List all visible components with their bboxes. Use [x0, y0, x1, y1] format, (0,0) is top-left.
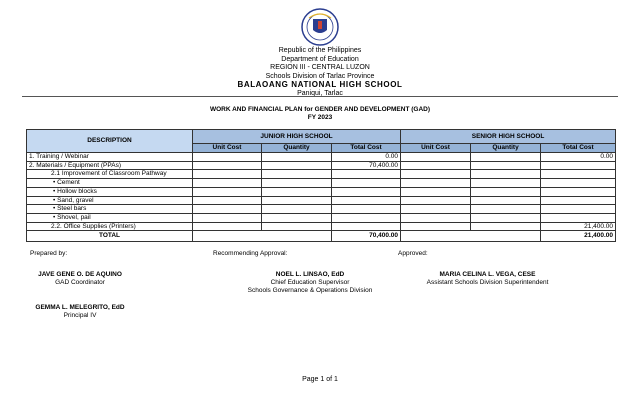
description-cell: 2.1 Improvement of Classroom Pathway — [27, 170, 193, 179]
table-row — [27, 161, 616, 170]
jhs-total-cost-cell — [332, 170, 401, 179]
shs-unit-cost-cell — [401, 222, 471, 231]
shs-quantity-cell — [471, 170, 541, 179]
table-row — [27, 153, 616, 162]
jhs-unit-cost-cell — [193, 170, 262, 179]
description-cell: • Sand, gravel — [27, 196, 193, 205]
recommending-approval-label: Recommending Approval: — [213, 250, 288, 257]
shs-total-cost-cell: 21,400.00 — [541, 222, 616, 231]
shs-total-cost-cell: 0.00 — [541, 153, 616, 162]
table-row — [27, 187, 616, 196]
jhs-grand-total: 70,400.00 — [332, 231, 401, 242]
header-divider — [22, 96, 618, 97]
shs-unit-cost-header: Unit Cost — [401, 144, 471, 153]
description-cell: • Hollow blocks — [27, 187, 193, 196]
jhs-total-cost-cell: 0.00 — [332, 153, 401, 162]
jhs-quantity-cell — [262, 205, 332, 214]
shs-quantity-header: Quantity — [471, 144, 541, 153]
signatory-name: GEMMA L. MELEGRITO, EdD — [35, 304, 125, 311]
letterhead-line: Schools Division of Tarlac Province — [265, 72, 375, 80]
shs-total-cost-header: Total Cost — [541, 144, 616, 153]
shs-total-cost-cell — [541, 187, 616, 196]
signatory-approved — [400, 271, 575, 287]
jhs-total-cost-cell — [332, 213, 401, 222]
jhs-quantity-cell — [262, 161, 332, 170]
school-name: BALAOANG NATIONAL HIGH SCHOOL — [237, 80, 403, 89]
signatory-recommending — [220, 271, 400, 295]
table-row — [27, 170, 616, 179]
description-cell: • Steel bars — [27, 205, 193, 214]
shs-unit-cost-cell — [401, 161, 471, 170]
financial-plan-table — [26, 129, 616, 242]
description-cell: 1. Training / Webinar — [27, 153, 193, 162]
jhs-unit-cost-cell — [193, 196, 262, 205]
jhs-quantity-cell — [262, 170, 332, 179]
table-row — [27, 213, 616, 222]
jhs-quantity-cell — [262, 222, 332, 231]
total-row — [27, 231, 616, 242]
jhs-total-cost-header: Total Cost — [332, 144, 401, 153]
jhs-header: JUNIOR HIGH SCHOOL — [193, 130, 401, 144]
signatory-name: MARIA CELINA L. VEGA, CESE — [439, 271, 536, 278]
signatory-position: Chief Education Supervisor — [270, 279, 350, 286]
table-row — [27, 179, 616, 188]
jhs-unit-cost-cell — [193, 179, 262, 188]
letterhead-line: REGION III - CENTRAL LUZON — [270, 64, 370, 71]
jhs-total-cost-cell: 70,400.00 — [332, 161, 401, 170]
jhs-quantity-cell — [262, 179, 332, 188]
jhs-quantity-header: Quantity — [262, 144, 332, 153]
jhs-total-cost-cell — [332, 187, 401, 196]
jhs-quantity-cell — [262, 187, 332, 196]
document-title: WORK AND FINANCIAL PLAN for GENDER AND DEVELOPMENT (GAD) — [209, 106, 431, 113]
shs-quantity-cell — [471, 205, 541, 214]
shs-unit-cost-cell — [401, 196, 471, 205]
jhs-total-cost-cell — [332, 196, 401, 205]
signatory-position: Principal IV — [63, 312, 97, 319]
total-label: TOTAL — [27, 231, 193, 242]
shs-total-blank — [401, 231, 541, 242]
shs-total-cost-cell — [541, 179, 616, 188]
description-cell: 2.2. Office Supplies (Printers) — [27, 222, 193, 231]
shs-quantity-cell — [471, 161, 541, 170]
page-number: Page 1 of 1 — [302, 376, 338, 383]
shs-quantity-cell — [471, 187, 541, 196]
shs-unit-cost-cell — [401, 205, 471, 214]
description-header: DESCRIPTION — [27, 130, 193, 153]
signatory-name: NOEL L. LINSAO, EdD — [275, 271, 345, 278]
jhs-unit-cost-header: Unit Cost — [193, 144, 262, 153]
shs-quantity-cell — [471, 213, 541, 222]
shs-unit-cost-cell — [401, 187, 471, 196]
jhs-unit-cost-cell — [193, 222, 262, 231]
jhs-unit-cost-cell — [193, 213, 262, 222]
shs-unit-cost-cell — [401, 170, 471, 179]
signatory-prepared — [20, 271, 140, 287]
deped-seal-icon — [301, 8, 339, 46]
shs-unit-cost-cell — [401, 213, 471, 222]
jhs-total-blank — [193, 231, 332, 242]
description-cell: • Shovel, pail — [27, 213, 193, 222]
signatory-position-2: Schools Governance & Operations Division — [247, 287, 373, 294]
approved-label: Approved: — [398, 250, 428, 257]
jhs-total-cost-cell — [332, 222, 401, 231]
signatory-name: JAVE GENE O. DE AQUINO — [38, 271, 122, 278]
letterhead-line: Republic of the Philippines — [278, 47, 362, 54]
shs-unit-cost-cell — [401, 179, 471, 188]
shs-quantity-cell — [471, 222, 541, 231]
description-cell: • Cement — [27, 179, 193, 188]
shs-quantity-cell — [471, 179, 541, 188]
table-row — [27, 196, 616, 205]
shs-total-cost-cell — [541, 161, 616, 170]
table-row — [27, 222, 616, 231]
shs-total-cost-cell — [541, 170, 616, 179]
shs-unit-cost-cell — [401, 153, 471, 162]
jhs-unit-cost-cell — [193, 205, 262, 214]
school-location: Paniqui, Tarlac — [297, 89, 343, 97]
jhs-unit-cost-cell — [193, 161, 262, 170]
jhs-quantity-cell — [262, 213, 332, 222]
shs-quantity-cell — [471, 196, 541, 205]
letterhead-line: Department of Education — [281, 55, 359, 63]
description-cell: 2. Materials / Equipment (PPAs) — [27, 161, 193, 170]
signatory-position: GAD Coordinator — [55, 279, 105, 286]
jhs-unit-cost-cell — [193, 153, 262, 162]
jhs-unit-cost-cell — [193, 187, 262, 196]
shs-total-cost-cell — [541, 196, 616, 205]
jhs-total-cost-cell — [332, 179, 401, 188]
shs-quantity-cell — [471, 153, 541, 162]
jhs-quantity-cell — [262, 153, 332, 162]
shs-total-cost-cell — [541, 213, 616, 222]
jhs-total-cost-cell — [332, 205, 401, 214]
prepared-by-label: Prepared by: — [30, 250, 68, 257]
signatory-prepared-2 — [20, 304, 140, 320]
table-row — [27, 205, 616, 214]
signatory-position: Assistant Schools Division Superintendent — [426, 279, 549, 286]
document-subtitle: FY 2023 — [307, 114, 333, 121]
jhs-quantity-cell — [262, 196, 332, 205]
shs-header: SENIOR HIGH SCHOOL — [401, 130, 616, 144]
shs-total-cost-cell — [541, 205, 616, 214]
shs-grand-total: 21,400.00 — [541, 231, 616, 242]
